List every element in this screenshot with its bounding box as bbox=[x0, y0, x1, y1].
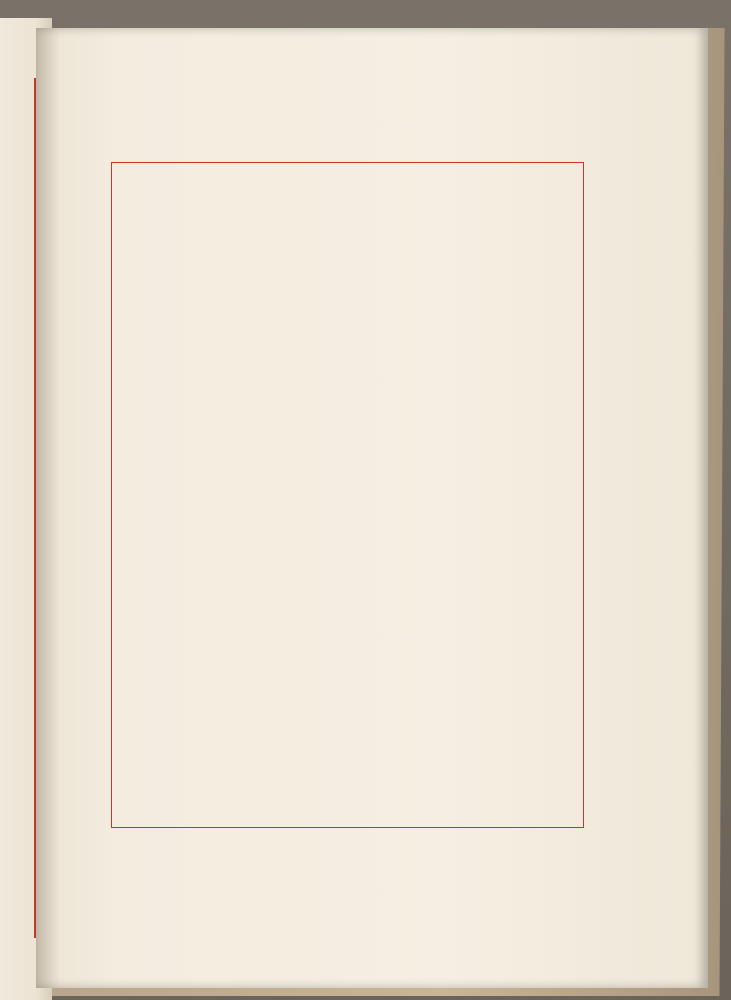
page-gutter-shadow bbox=[36, 28, 60, 988]
red-text-frame bbox=[111, 162, 584, 828]
